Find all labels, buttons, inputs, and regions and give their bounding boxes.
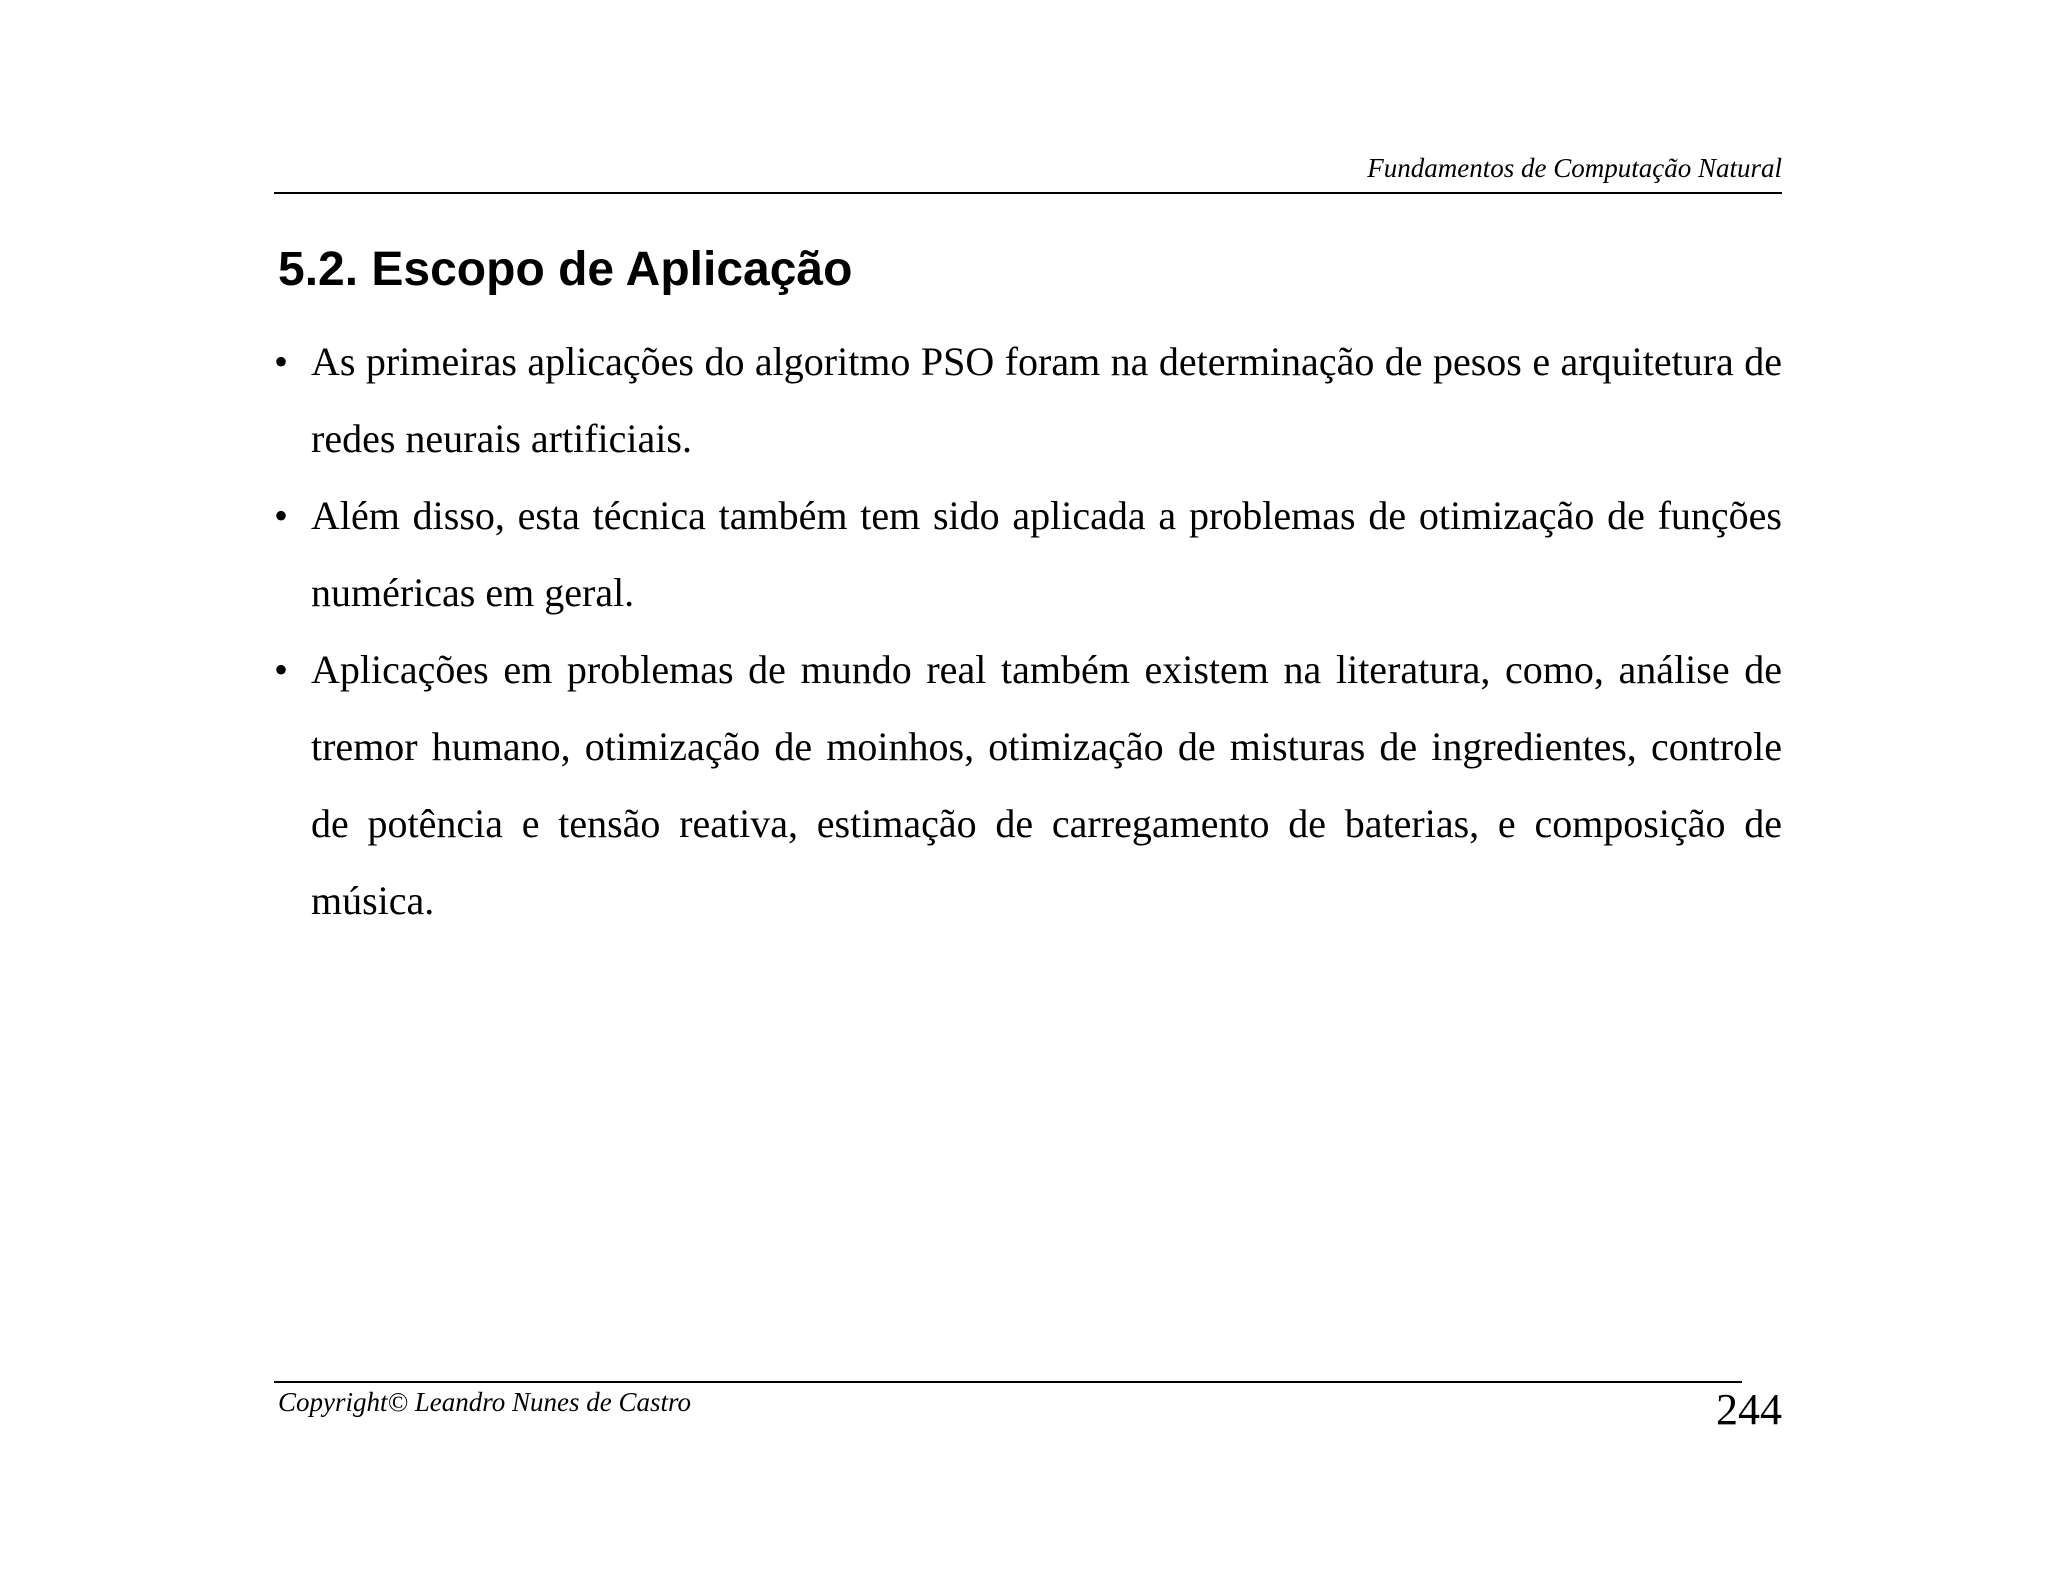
bullet-marker: •	[274, 339, 289, 384]
bullet-marker: •	[274, 493, 289, 538]
bullet-item-1	[274, 323, 1782, 477]
bullet-item-2	[274, 477, 1782, 631]
bullet-list	[274, 323, 1782, 939]
section-heading: 5.2. Escopo de Aplicação	[278, 243, 853, 296]
running-header: Fundamentos de Computação Natural	[1367, 153, 1782, 183]
page-number: 244	[1716, 1385, 1782, 1434]
bullet-text: Aplicações em problemas de mundo real também existem na literatura, como, análise de tremor humano, otimização de moinhos, otimização de misturas de ingredientes, controle de potência e tensão reativa, estimação de carregamento de baterias, e composição de música.	[311, 647, 1782, 923]
footer-copyright: Copyright© Leandro Nunes de Castro	[278, 1387, 692, 1417]
bullet-text: Além disso, esta técnica também tem sido aplicada a problemas de otimização de funções numéricas em geral.	[311, 493, 1782, 615]
bullet-item-3	[274, 631, 1782, 939]
header-rule	[274, 192, 1782, 194]
bullet-text: As primeiras aplicações do algoritmo PSO foram na determinação de pesos e arquitetura de redes neurais artificiais.	[311, 339, 1782, 461]
footer-rule	[274, 1381, 1742, 1383]
bullet-marker: •	[274, 647, 289, 692]
